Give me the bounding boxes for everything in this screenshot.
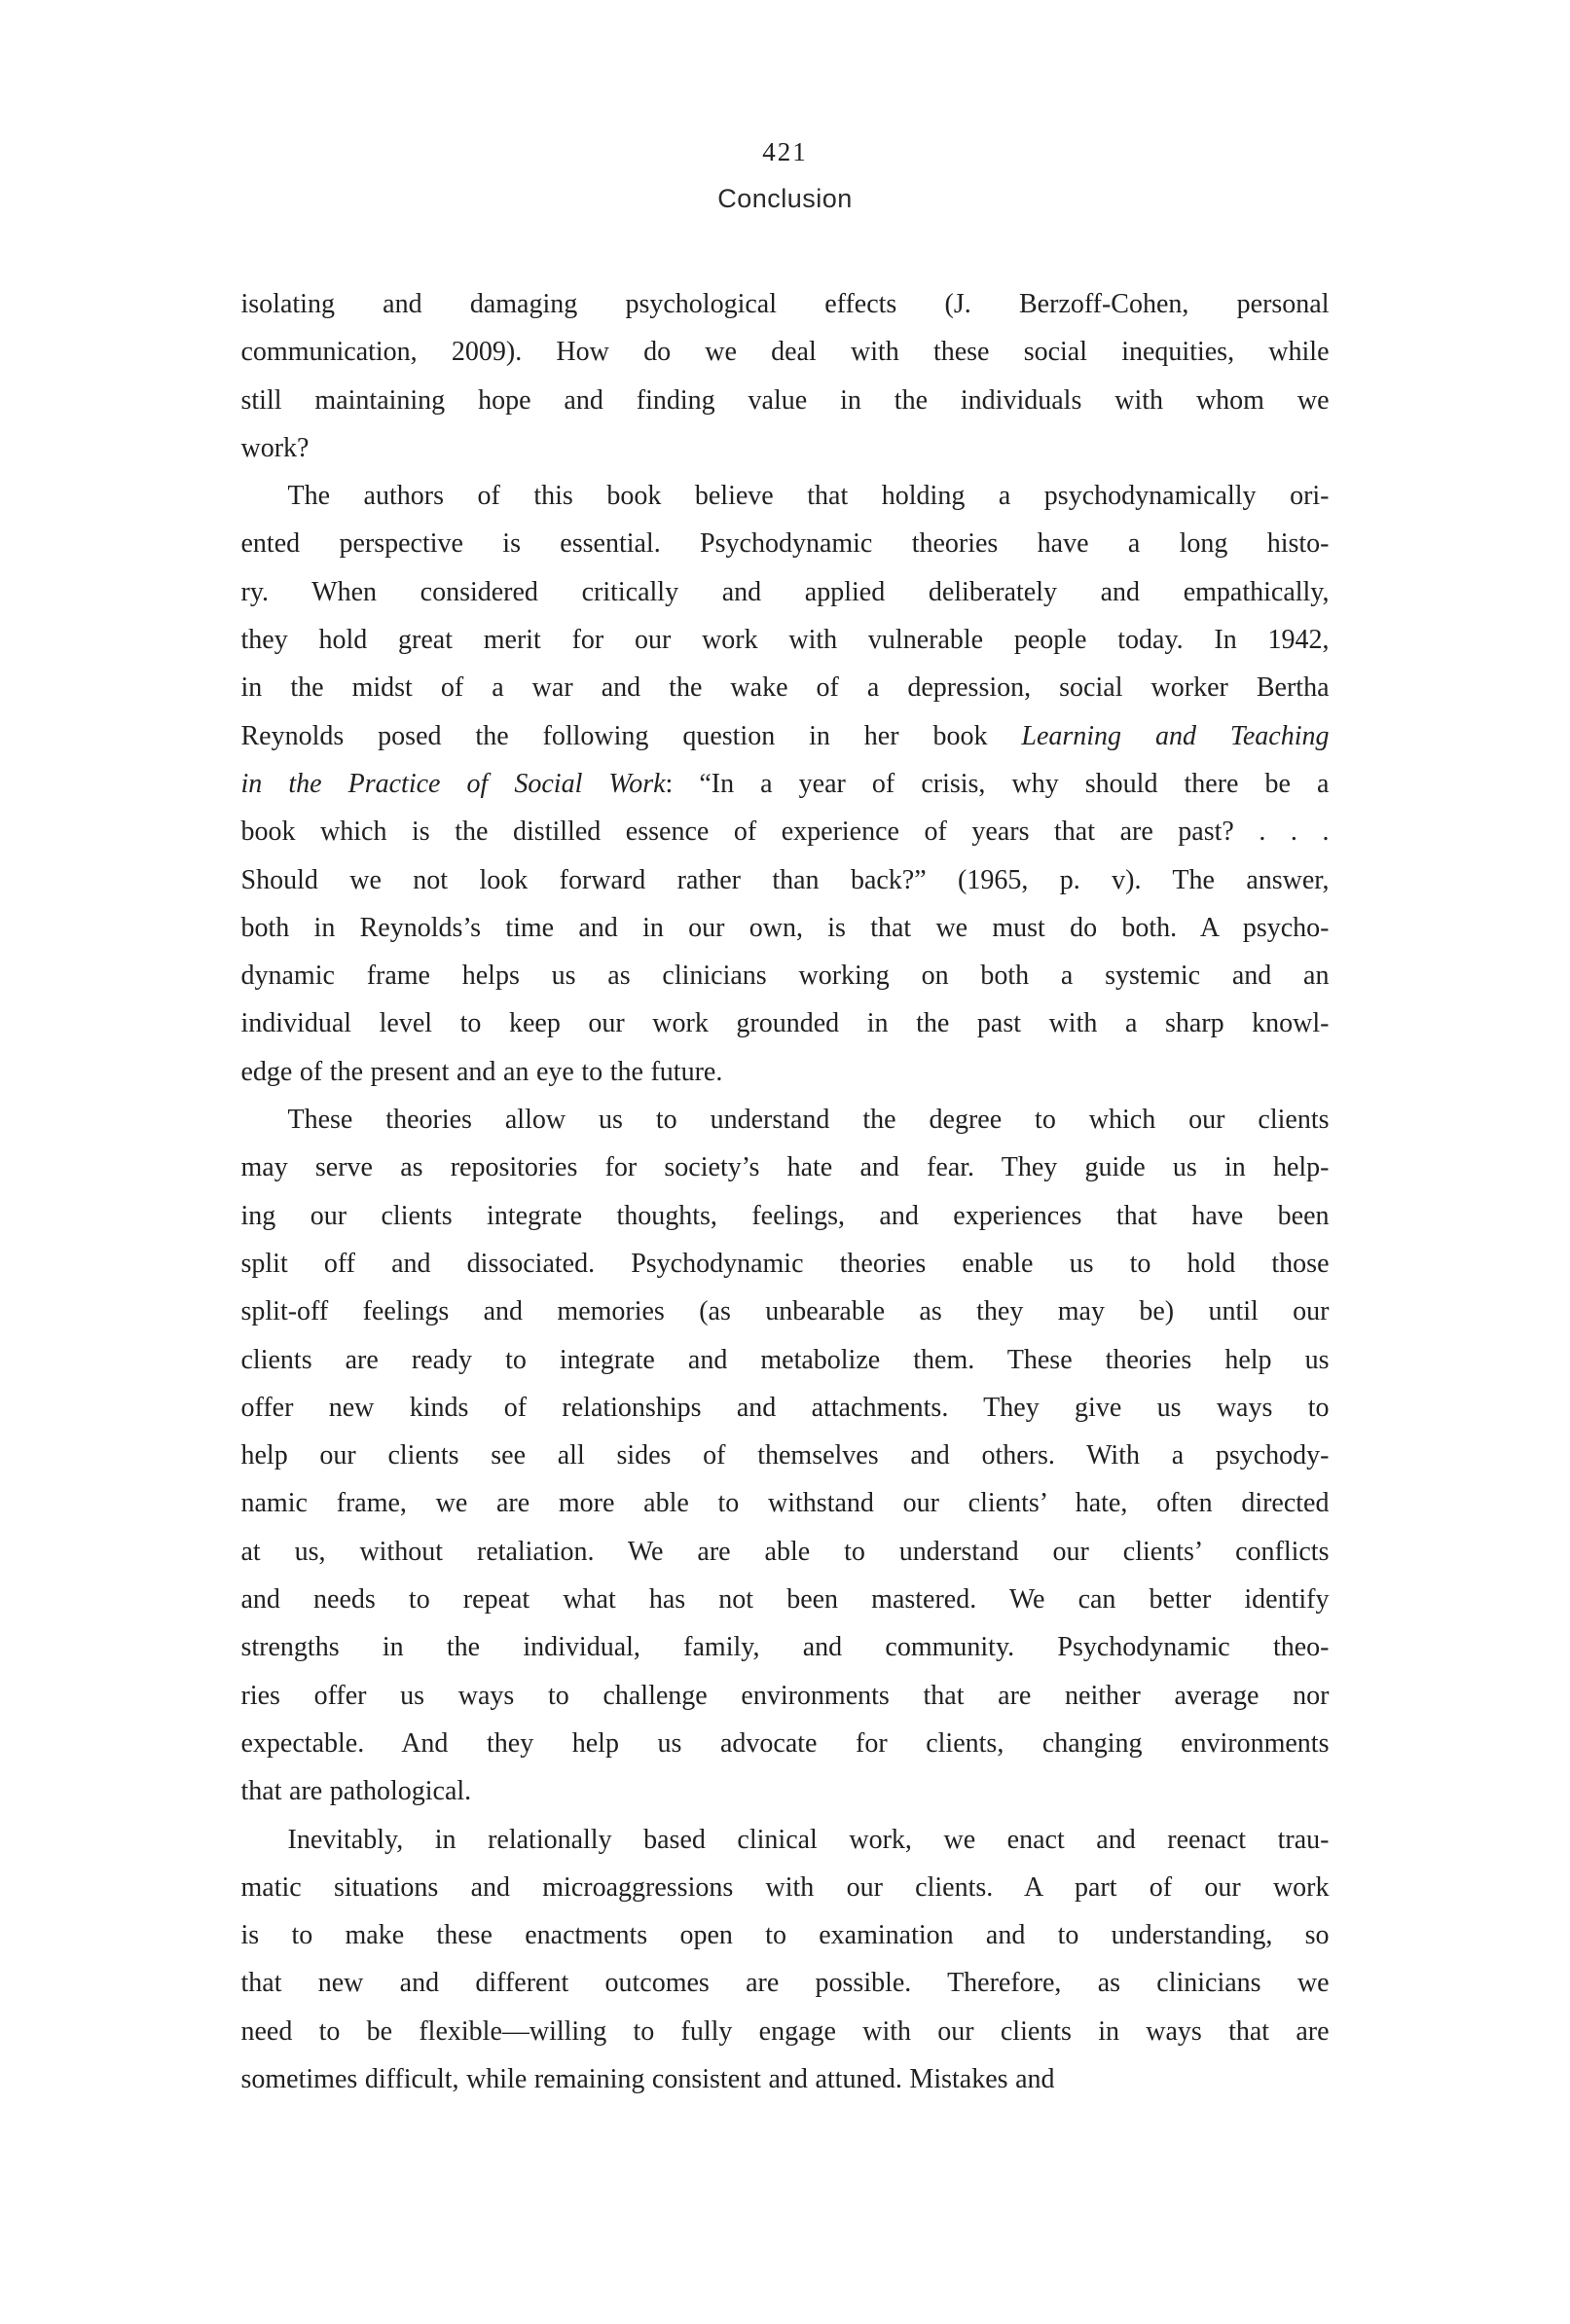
text-line: Reynolds posed the following question in her book Learning and Teaching (240, 720, 1330, 751)
book-title-italic: Learning and Teaching (1021, 720, 1330, 751)
paragraph (241, 472, 1330, 1096)
page-number: 421 (762, 137, 808, 166)
text-line: still maintaining hope and finding value in the individuals with whom we (240, 384, 1330, 416)
text-line: namic frame, we are more able to withstand our clients’ hate, often directed (240, 1488, 1330, 1519)
text-line: offer new kinds of relationships and attachments. They give us ways to (240, 1392, 1330, 1423)
text-line: communication, 2009). How do we deal with these social inequities, while (240, 337, 1330, 368)
running-title: Conclusion (717, 184, 853, 213)
text-line: Should we not look forward rather than back?” (1965, p. v). The answer, (240, 864, 1330, 895)
text-line: in the Practice of Social Work: “In a year of crisis, why should there be a (240, 768, 1330, 799)
text-line: These theories allow us to understand the degree to which our clients (287, 1105, 1330, 1136)
text-line: work? (240, 432, 310, 463)
text-line: expectable. And they help us advocate for clients, changing environments (240, 1727, 1330, 1759)
paragraph (241, 1816, 1330, 2104)
text-line: ented perspective is essential. Psychodynamic theories have a long histo- (240, 528, 1330, 560)
text-line: they hold great merit for our work with vulnerable people today. In 1942, (240, 625, 1330, 656)
text-line: that are pathological. (240, 1776, 472, 1807)
text-line: individual level to keep our work grounded in the past with a sharp knowl- (240, 1008, 1330, 1039)
text-line: sometimes difficult, while remaining consistent and attuned. Mistakes and (240, 2063, 1055, 2094)
text-line: split off and dissociated. Psychodynamic theories enable us to hold those (240, 1248, 1330, 1279)
text-line: edge of the present and an eye to the future. (240, 1056, 723, 1087)
text-line: Inevitably, in relationally based clinical work, we enact and reenact trau- (287, 1824, 1330, 1855)
text-line: clients are ready to integrate and metabolize them. These theories help us (240, 1344, 1330, 1375)
text-line: and needs to repeat what has not been mastered. We can better identify (240, 1584, 1330, 1616)
text-line: book which is the distilled essence of experience of years that are past? . . . (240, 817, 1330, 848)
page-header (0, 0, 1570, 214)
body-text (241, 280, 1330, 2103)
text-line: matic situations and microaggressions with our clients. A part of our work (240, 1871, 1330, 1903)
paragraph (241, 280, 1330, 472)
text-line: ry. When considered critically and applied deliberately and empathically, (240, 576, 1330, 607)
text-line: in the midst of a war and the wake of a depression, social worker Bertha (240, 672, 1330, 704)
paragraph (241, 1096, 1330, 1815)
text-line: split-off feelings and memories (as unbearable as they may be) until our (240, 1296, 1330, 1327)
text-line: ing our clients integrate thoughts, feelings, and experiences that have been (240, 1200, 1330, 1231)
text-line: that new and different outcomes are possible. Therefore, as clinicians we (240, 1968, 1330, 1999)
text-line: may serve as repositories for society’s hate and fear. They guide us in help- (240, 1152, 1330, 1183)
text-line: The authors of this book believe that holding a psychodynamically ori- (287, 481, 1330, 512)
text-line: ries offer us ways to challenge environments that are neither average nor (240, 1680, 1330, 1711)
text-line: strengths in the individual, family, and community. Psychodynamic theo- (240, 1632, 1330, 1663)
text-line: dynamic frame helps us as clinicians working on both a systemic and an (240, 961, 1330, 992)
text-line: at us, without retaliation. We are able to understand our clients’ conflicts (240, 1536, 1330, 1567)
text-line: isolating and damaging psychological effects (J. Berzoff-Cohen, personal (240, 289, 1330, 319)
text-line: help our clients see all sides of themselves and others. With a psychody- (240, 1440, 1330, 1471)
text-line: is to make these enactments open to examination and to understanding, so (240, 1920, 1330, 1951)
book-title-italic: in the Practice of Social Work (240, 768, 666, 799)
text-line: need to be flexible—willing to fully engage with our clients in ways that are (240, 2015, 1330, 2047)
text-line: both in Reynolds’s time and in our own, is that we must do both. A psycho- (240, 912, 1330, 943)
